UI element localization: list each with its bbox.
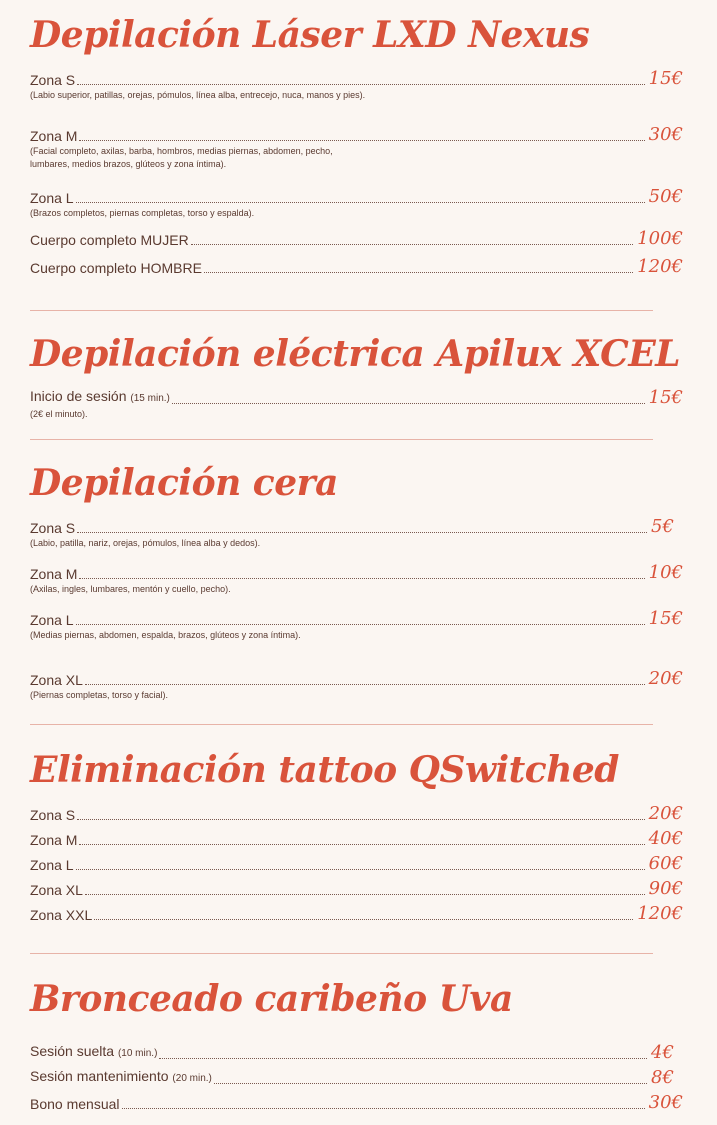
- item-name: Zona M: [30, 566, 78, 582]
- item-name: Zona L: [30, 190, 74, 206]
- item-price: 30€: [648, 124, 683, 145]
- section-title: Depilación Láser LXD Nexus: [30, 14, 590, 56]
- list-item: [30, 826, 683, 851]
- item-name: Zona S: [30, 72, 76, 88]
- item-name: Cuerpo completo MUJER: [30, 232, 189, 248]
- item-note: (Axilas, ingles, lumbares, mentón y cuello, pecho).: [30, 584, 231, 594]
- section-wax: [30, 440, 683, 724]
- item-price: 60€: [648, 853, 683, 874]
- item-price: 30€: [648, 1092, 683, 1113]
- item-name: Zona L: [30, 857, 74, 873]
- item-name-text: Inicio de sesión: [30, 388, 127, 404]
- leader-dots: [77, 532, 647, 533]
- item-name: Cuerpo completo HOMBRE: [30, 260, 202, 276]
- list-item: [30, 226, 683, 254]
- item-name: Bono mensual: [30, 1096, 120, 1112]
- leader-dots: [79, 844, 644, 845]
- item-note: (Labio, patilla, nariz, orejas, pómulos, línea alba y dedos).: [30, 538, 261, 548]
- section-title: Depilación cera: [30, 462, 338, 504]
- item-note: (Facial completo, axilas, barba, hombros, medias piernas, abdomen, pecho, lumbares, medios brazos, glúteos y zona íntima).: [30, 146, 333, 169]
- list-item: [30, 851, 683, 876]
- item-price: 5€: [651, 516, 674, 537]
- item-price: 100€: [637, 228, 683, 249]
- item-price: 20€: [648, 803, 683, 824]
- item-name: [30, 1068, 212, 1087]
- leader-dots: [76, 624, 645, 625]
- item-note: (Piernas completas, torso y facial).: [30, 690, 169, 700]
- item-duration: (20 min.): [172, 1073, 212, 1084]
- section-tanning: [30, 954, 683, 1114]
- list-item: [30, 184, 683, 226]
- item-note: (Brazos completos, piernas completas, torso y espalda).: [30, 208, 255, 218]
- list-item: [30, 1090, 683, 1115]
- list-item: [30, 876, 683, 901]
- item-name: Zona M: [30, 128, 78, 144]
- list-item: [30, 254, 683, 282]
- leader-dots: [76, 202, 645, 203]
- item-price: 10€: [648, 562, 683, 583]
- leader-dots: [85, 894, 645, 895]
- list-item: [30, 1065, 683, 1090]
- leader-dots: [77, 84, 645, 85]
- item-price: 120€: [637, 256, 683, 277]
- item-price: 15€: [648, 608, 683, 629]
- item-duration: (10 min.): [117, 1048, 158, 1059]
- section-title: Depilación eléctrica Apilux XCEL: [30, 333, 681, 375]
- item-name: [30, 1043, 157, 1062]
- leader-dots: [85, 684, 645, 685]
- list-item: [30, 514, 683, 560]
- item-price: 8€: [651, 1067, 674, 1088]
- leader-dots: [76, 869, 645, 870]
- item-price: 20€: [648, 668, 683, 689]
- leader-dots: [204, 272, 633, 273]
- item-price: 90€: [648, 878, 683, 899]
- leader-dots: [94, 919, 633, 920]
- list-item: [30, 560, 683, 606]
- item-price: 15€: [648, 68, 683, 89]
- leader-dots: [172, 403, 645, 404]
- list-item: [30, 1040, 683, 1065]
- section-title: Bronceado caribeño Uva: [30, 978, 513, 1020]
- item-name: Zona S: [30, 807, 76, 823]
- item-name: Zona XL: [30, 882, 83, 898]
- item-price: 40€: [648, 828, 683, 849]
- leader-dots: [122, 1108, 645, 1109]
- list-item: [30, 385, 683, 425]
- item-price: 15€: [648, 387, 683, 408]
- list-item: [30, 122, 683, 184]
- leader-dots: [159, 1058, 647, 1059]
- leader-dots: [79, 578, 644, 579]
- item-note: (2€ el minuto).: [30, 409, 88, 419]
- section-laser: [30, 10, 683, 310]
- item-name: Zona S: [30, 520, 76, 536]
- item-name: Zona XXL: [30, 907, 93, 923]
- item-price: 4€: [651, 1042, 674, 1063]
- item-price: 50€: [648, 186, 683, 207]
- leader-dots: [79, 140, 644, 141]
- list-item: [30, 66, 683, 122]
- leader-dots: [191, 244, 633, 245]
- item-name-text: Sesión mantenimiento: [30, 1068, 169, 1084]
- item-price: 120€: [637, 903, 683, 924]
- section-electric: [30, 311, 683, 439]
- item-note: (Medias piernas, abdomen, espalda, brazos, glúteos y zona íntima).: [30, 630, 301, 640]
- list-item: [30, 666, 683, 706]
- item-note: (Labio superior, patillas, orejas, pómulos, línea alba, entrecejo, nuca, manos y pies).: [30, 90, 366, 100]
- list-item: [30, 606, 683, 666]
- item-name: Zona L: [30, 612, 74, 628]
- leader-dots: [214, 1083, 647, 1084]
- item-name-text: Sesión suelta: [30, 1043, 115, 1059]
- item-name: Zona XL: [30, 672, 83, 688]
- section-tattoo: [30, 725, 683, 945]
- leader-dots: [77, 819, 645, 820]
- item-name: Zona M: [30, 832, 78, 848]
- section-title: Eliminación tattoo QSwitched: [30, 749, 619, 791]
- item-name: [30, 388, 170, 407]
- list-item: [30, 801, 683, 826]
- item-duration: (15 min.): [130, 393, 170, 404]
- list-item: [30, 901, 683, 926]
